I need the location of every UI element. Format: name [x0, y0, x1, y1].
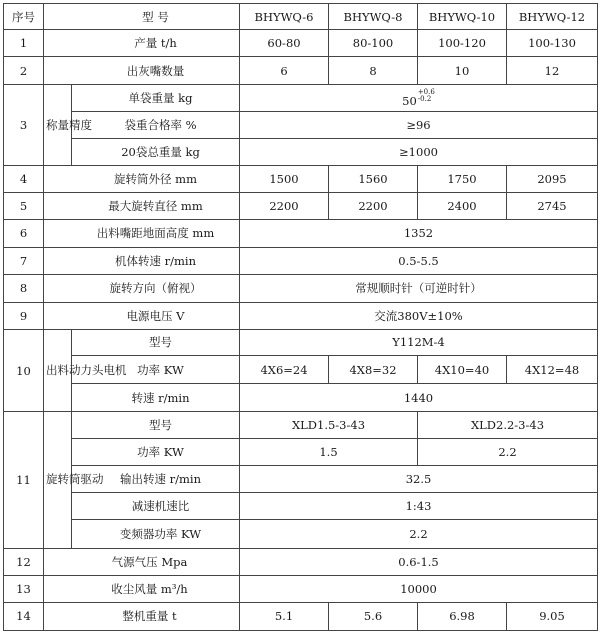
table-row	[4, 219, 598, 247]
cell-value: 2095	[507, 166, 598, 192]
table-row	[4, 493, 598, 520]
cell-value: 6.98	[418, 602, 507, 630]
cell-value: 4X10=40	[418, 356, 507, 384]
cell-value: 6	[240, 57, 329, 85]
cell-value: 10000	[240, 575, 598, 602]
row-number: 13	[4, 575, 44, 602]
seq-header: 序号	[4, 4, 44, 30]
cell-value: 4X8=32	[329, 356, 418, 384]
cell-value: 4X6=24	[240, 356, 329, 384]
cell-value: 1440	[240, 384, 598, 412]
row-number: 3	[4, 85, 44, 166]
cell-value: 100-130	[507, 30, 598, 57]
row-label: 气源气压 Mpa	[44, 548, 240, 575]
model-header: 型 号	[44, 4, 240, 30]
header-row	[4, 4, 598, 30]
cell-value: 1:43	[240, 493, 598, 520]
row-number: 12	[4, 548, 44, 575]
cell-value: XLD1.5-3-43	[240, 412, 418, 439]
table-row	[4, 192, 598, 219]
table-row	[4, 247, 598, 274]
cell-value: 12	[507, 57, 598, 85]
cell-value: 100-120	[418, 30, 507, 57]
table-row	[4, 139, 598, 166]
weight-tolerance	[418, 89, 435, 103]
row-label: 机体转速 r/min	[44, 247, 240, 274]
table-row	[4, 520, 598, 548]
cell-value: 8	[329, 57, 418, 85]
cell-value: 0.5-5.5	[240, 247, 598, 274]
weight-base: 50	[402, 93, 417, 108]
cell-value: 2.2	[240, 520, 598, 548]
table-row	[4, 274, 598, 302]
cell-value: 9.05	[507, 602, 598, 630]
row-number: 4	[4, 166, 44, 192]
row-label: 变频器功率 KW	[72, 520, 240, 548]
cell-value: 1352	[240, 219, 598, 247]
table-row	[4, 548, 598, 575]
row-number: 8	[4, 274, 44, 302]
cell-value: 4X12=48	[507, 356, 598, 384]
cell-value: 80-100	[329, 30, 418, 57]
cell-value: 常规顺时针（可逆时针）	[240, 274, 598, 302]
row-label: 袋重合格率 %	[72, 112, 240, 139]
table-row	[4, 439, 598, 466]
table-row	[4, 57, 598, 85]
table-row	[4, 384, 598, 412]
row-label: 20袋总重量 kg	[72, 139, 240, 166]
table-row	[4, 575, 598, 602]
cell-value: 2.2	[418, 439, 598, 466]
tolerance-plus: +0.6	[417, 87, 435, 96]
cell-value: ≥96	[240, 112, 598, 139]
row-number: 2	[4, 57, 44, 85]
cell-value: ≥1000	[240, 139, 598, 166]
table-row	[4, 30, 598, 57]
row-label: 整机重量 t	[44, 602, 240, 630]
row-label: 功率 KW	[72, 439, 240, 466]
row-number: 14	[4, 602, 44, 630]
model-col-1: BHYWQ-6	[240, 4, 329, 30]
cell-value: 10	[418, 57, 507, 85]
cell-value: 1.5	[240, 439, 418, 466]
row-label: 收尘风量 m³/h	[44, 575, 240, 602]
table-row	[4, 112, 598, 139]
row-label: 单袋重量 kg	[72, 85, 240, 112]
single-bag-weight-value	[240, 85, 598, 112]
table-row	[4, 302, 598, 329]
group-label-discharge-motor: 出料动力头电机	[44, 329, 72, 411]
row-label: 产量 t/h	[44, 30, 240, 57]
cell-value: 5.1	[240, 602, 329, 630]
group-label-weighing-accuracy: 称量精度	[44, 85, 72, 166]
row-label: 出灰嘴数量	[44, 57, 240, 85]
cell-value: 2200	[329, 192, 418, 219]
cell-value: 32.5	[240, 466, 598, 493]
row-number: 10	[4, 329, 44, 411]
cell-value: XLD2.2-3-43	[418, 412, 598, 439]
row-label: 减速机速比	[72, 493, 240, 520]
row-number: 7	[4, 247, 44, 274]
cell-value: 交流380V±10%	[240, 302, 598, 329]
spec-table	[3, 3, 598, 631]
table-row	[4, 329, 598, 355]
cell-value: 1560	[329, 166, 418, 192]
row-label: 出料嘴距地面高度 mm	[44, 219, 240, 247]
row-label: 转速 r/min	[72, 384, 240, 412]
cell-value: 1750	[418, 166, 507, 192]
row-label: 型号	[72, 412, 240, 439]
table-row	[4, 412, 598, 439]
model-col-3: BHYWQ-10	[418, 4, 507, 30]
tolerance-minus: -0.2	[417, 94, 432, 103]
row-number: 5	[4, 192, 44, 219]
cell-value: 60-80	[240, 30, 329, 57]
model-col-4: BHYWQ-12	[507, 4, 598, 30]
model-col-2: BHYWQ-8	[329, 4, 418, 30]
cell-value: Y112M-4	[240, 329, 598, 355]
row-number: 6	[4, 219, 44, 247]
row-label: 旋转方向（俯视）	[44, 274, 240, 302]
row-label: 输出转速 r/min	[72, 466, 240, 493]
row-label: 电源电压 V	[44, 302, 240, 329]
row-number: 1	[4, 30, 44, 57]
cell-value: 2400	[418, 192, 507, 219]
cell-value: 5.6	[329, 602, 418, 630]
row-label: 型号	[72, 329, 240, 355]
row-label: 最大旋转直径 mm	[44, 192, 240, 219]
row-label: 功率 KW	[72, 356, 240, 384]
cell-value: 2200	[240, 192, 329, 219]
row-number: 9	[4, 302, 44, 329]
cell-value: 2745	[507, 192, 598, 219]
cell-value: 1500	[240, 166, 329, 192]
group-label-drum-drive: 旋转筒驱动	[44, 412, 72, 548]
row-number: 11	[4, 412, 44, 548]
row-label: 旋转筒外径 mm	[44, 166, 240, 192]
cell-value: 0.6-1.5	[240, 548, 598, 575]
table-row	[4, 166, 598, 192]
table-row	[4, 85, 598, 112]
table-row	[4, 602, 598, 630]
